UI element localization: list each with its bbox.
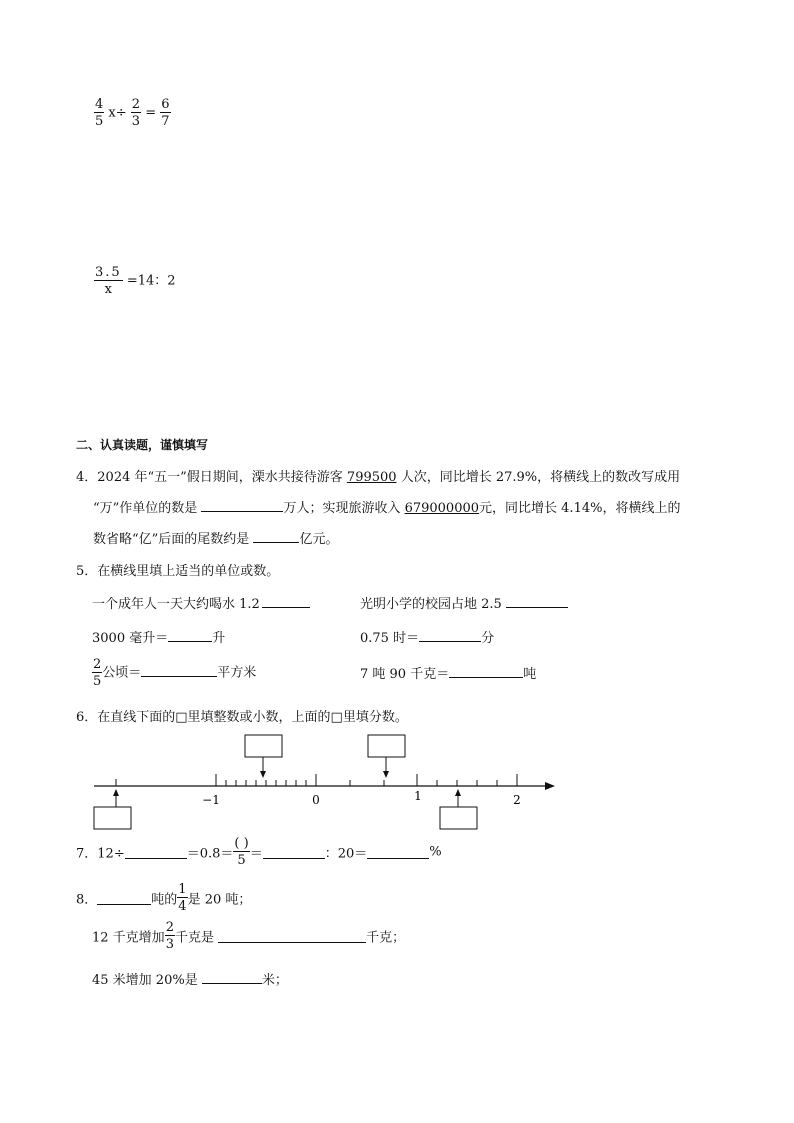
answer-blank[interactable]	[141, 664, 217, 677]
fraction: $\frac{2}{3}$	[165, 920, 174, 952]
equation-1: $\frac{4}{5}$ x÷ $\frac{2}{3}$ = $\frac{6}{7}$	[95, 97, 170, 129]
q4-line-1: 4．2024 年“五一”假日期间，溧水共接待游客 799500 人次，同比增长 27.9%，将横线上的数改写成用	[76, 470, 681, 485]
answer-blank[interactable]	[263, 846, 325, 859]
q4-line-3: 数省略“亿”后面的尾数约是 亿元。	[93, 532, 339, 547]
q8-line-3: 45 米增加 20%是 米；	[92, 973, 288, 988]
answer-blank[interactable]	[449, 665, 523, 678]
answer-blank[interactable]	[202, 971, 262, 984]
arrowhead	[545, 782, 555, 790]
q5-item-a: 一个成年人一天大约喝水 1.2	[92, 593, 310, 612]
tick-label: 1	[414, 789, 422, 803]
up-arrow	[113, 789, 119, 796]
fraction: $\frac{3.5}{x}$	[95, 265, 122, 297]
answer-blank[interactable]	[262, 595, 310, 608]
down-arrow	[383, 771, 389, 778]
q8-line-1: 8． 吨的 $\frac{1}{4}$ 是 20 吨；	[76, 882, 252, 914]
answer-blank[interactable]	[419, 629, 481, 642]
q5-item-d: 0.75 时＝ 分	[360, 631, 495, 646]
number-line-figure	[0, 728, 794, 833]
q5-item-c: 3000 毫升＝ 升	[92, 631, 226, 646]
tick-label: 0	[312, 793, 320, 807]
equation-2: $\frac{3.5}{x}$ =14：2	[95, 265, 176, 297]
answer-box-bottom	[94, 807, 131, 829]
answer-blank[interactable]	[125, 846, 187, 859]
q5-item-e: $\frac{2}{5}$ 公顷＝ 平方米	[93, 657, 257, 689]
fraction: $\frac{6}{7}$	[161, 97, 170, 129]
minor-ticks	[226, 780, 497, 786]
answer-box-top	[368, 735, 405, 757]
fraction: $\frac{1}{4}$	[178, 882, 187, 914]
q5-item-f: 7 吨 90 千克＝ 吨	[360, 667, 537, 682]
q8-line-2: 12 千克增加 $\frac{2}{3}$ 千克是 千克；	[92, 920, 406, 952]
question-7: 7．12÷ ＝0.8＝ $\frac{( )}{5}$ ＝ ：20＝ %	[76, 836, 442, 868]
fraction: $\frac{2}{5}$	[93, 657, 102, 689]
answer-box-top	[245, 735, 282, 757]
question-5-title: 5．在横线里填上适当的单位或数。	[76, 564, 280, 579]
question-4	[76, 466, 726, 548]
fraction: $\frac{4}{5}$	[95, 97, 104, 129]
answer-box-bottom	[440, 807, 477, 829]
section-title: 二、认真读题，谨慎填写	[76, 438, 209, 452]
answer-blank[interactable]	[97, 892, 151, 905]
answer-blank[interactable]	[201, 499, 283, 512]
tick-label: −1	[202, 793, 220, 807]
answer-blank[interactable]	[367, 846, 429, 859]
fraction: $\frac{( )}{5}$	[234, 836, 249, 868]
tick-label: 2	[513, 793, 521, 807]
answer-blank[interactable]	[168, 629, 212, 642]
question-6-title: 6．在直线下面的□里填整数或小数，上面的□里填分数。	[76, 710, 408, 725]
answer-blank[interactable]	[253, 530, 299, 543]
up-arrow	[455, 789, 461, 796]
q4-line-2: “万”作单位的数是 万人；实现旅游收入 679000000元，同比增长 4.14%，将横线上的	[93, 501, 681, 516]
answer-blank[interactable]	[506, 595, 568, 608]
down-arrow	[260, 771, 266, 778]
fraction: $\frac{2}{3}$	[131, 97, 141, 129]
answer-blank[interactable]	[218, 930, 366, 943]
q5-item-b: 光明小学的校园占地 2.5	[360, 593, 568, 612]
